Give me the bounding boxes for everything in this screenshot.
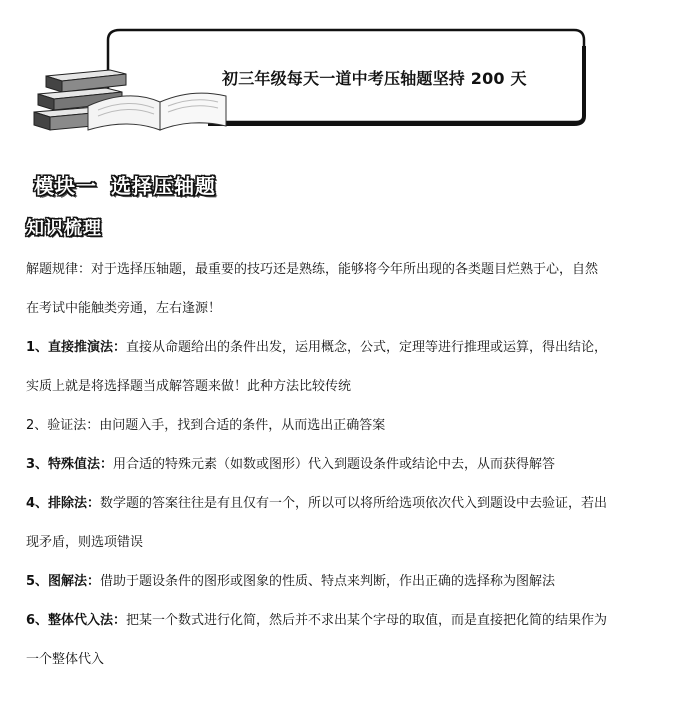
method-continuation: 现矛盾，则选项错误 [26,535,144,550]
method-item [26,406,642,445]
module-heading [34,170,216,199]
method-label: 6、整体代入法： [26,613,127,628]
method-text: 由问题入手，找到合适的条件，从而选出正确答案 [99,418,386,433]
method-text: 用合适的特殊元素（如数或图形）代入到题设条件或结论中去，从而获得解答 [113,457,556,472]
method-item [26,445,642,484]
method-text: 数学题的答案往往是有且仅有一个，所以可以将所给选项依次代入到题设中去验证，若出 [100,496,608,511]
module-name: 选择压轴题 [111,174,216,198]
method-label: 3、特殊值法： [26,457,114,472]
method-continuation: 一个整体代入 [26,652,105,667]
method-text: 借助于题设条件的图形或图象的性质、特点来判断，作出正确的选择称为图解法 [100,574,556,589]
method-continuation: 实质上就是将选择题当成解答题来做！此种方法比较传统 [26,379,352,394]
intro-line: 在考试中能触类旁通，左右逢源！ [26,301,222,316]
module-number: 模块一 [34,174,97,198]
intro-line: 解题规律：对于选择压轴题，最重要的技巧还是熟练，能够将今年所出现的各类题目烂熟于心，自然 [26,262,599,277]
content-body [26,250,642,679]
method-label: 5、图解法： [26,574,101,589]
section-heading: 知识梳理 [26,218,102,239]
banner-title: 初三年级每天一道中考压轴题坚持 200 天 [222,69,527,88]
method-item [26,328,642,367]
method-item [26,484,642,523]
method-item [26,562,642,601]
method-label: 1、直接推演法： [26,340,127,355]
method-item [26,601,642,640]
method-label: 2、验证法： [26,418,100,433]
method-text: 把某一个数式进行化简，然后并不求出某个字母的取值，而是直接把化简的结果作为 [126,613,608,628]
method-text: 直接从命题给出的条件出发，运用概念，公式，定理等进行推理或运算，得出结论， [126,340,608,355]
method-label: 4、排除法： [26,496,101,511]
